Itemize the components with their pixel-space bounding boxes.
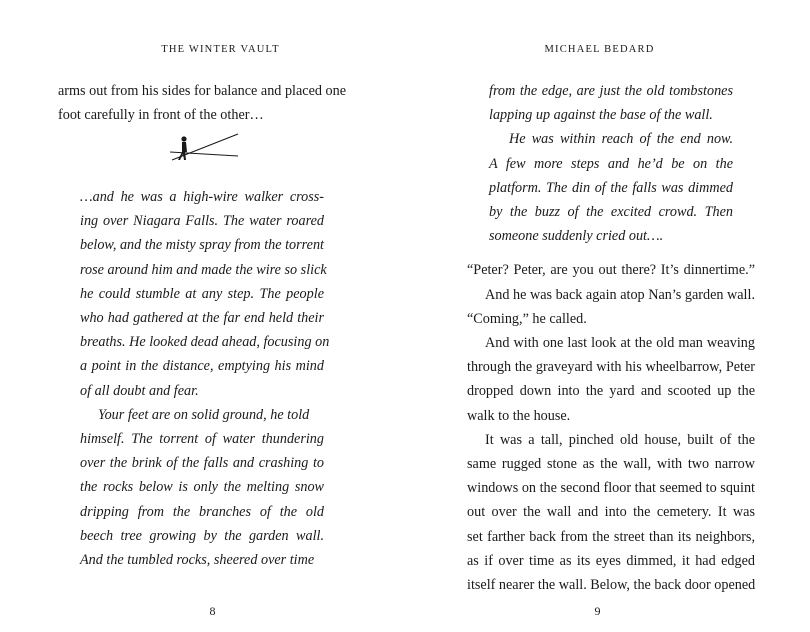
- text-line: beech tree growing by the garden wall.: [80, 527, 324, 544]
- running-head-right: MICHAEL BEDARD: [544, 44, 655, 55]
- page-number-left: 8: [209, 604, 216, 618]
- text-line: he could stumble at any step. The people: [80, 285, 324, 302]
- running-head-left: THE WINTER VAULT: [161, 44, 280, 55]
- text-line: set farther back from the street than its neighbors,: [467, 528, 755, 545]
- text-line: walk to the house.: [467, 407, 571, 424]
- text-line: And with one last look at the old man weaving: [485, 335, 755, 351]
- text-line: ing over Niagara Falls. The water roared: [80, 213, 324, 230]
- text-line: by the buzz of the excited crowd. Then: [489, 204, 733, 220]
- text-line: arms out from his sides for balance and placed one: [58, 83, 346, 99]
- text-line: the rocks below is only the melting snow: [80, 479, 324, 496]
- text-line: breaths. He looked dead ahead, focusing on: [80, 334, 330, 351]
- text-line: He was within reach of the end now.: [509, 131, 733, 148]
- text-line: a point in the distance, emptying his mind: [80, 358, 324, 375]
- text-line: …and he was a high-wire walker cross-: [80, 189, 324, 205]
- text-line: “Coming,” he called.: [467, 310, 587, 327]
- text-line: lapping up against the base of the wall.: [489, 107, 713, 124]
- text-line: rose around him and made the wire so slick: [80, 261, 327, 278]
- text-line: who had gathered at the far end held their: [80, 310, 324, 326]
- text-line: itself nearer the wall. Below, the back door opened: [467, 577, 756, 593]
- text-line: out over the wall and into the cemetery. It was: [467, 504, 755, 521]
- text-line: foot carefully in front of the other…: [58, 107, 264, 123]
- text-line: through the graveyard with his wheelbarrow, Peter: [467, 359, 755, 376]
- text-line: And he was back again atop Nan’s garden wall.: [485, 286, 755, 303]
- text-line: over the brink of the falls and crashing to: [80, 455, 324, 472]
- text-line: A few more steps and he’d be on the: [489, 155, 733, 172]
- text-line: of all doubt and fear.: [80, 382, 199, 399]
- text-line: from the edge, are just the old tombstones: [489, 83, 733, 99]
- text-line: same rugged stone as the wall, with two narrow: [467, 456, 755, 472]
- text-line: below, and the misty spray from the torrent: [80, 237, 324, 254]
- text-line: dropped down into the yard and scooted up the: [467, 383, 755, 400]
- tightrope-walker-icon: [168, 132, 240, 172]
- text-line: “Peter? Peter, are you out there? It’s dinnertime.”: [467, 262, 755, 279]
- text-line: as if over time as its eyes dimmed, it had edged: [467, 552, 755, 569]
- text-line: himself. The torrent of water thundering: [80, 431, 324, 447]
- text-line: Your feet are on solid ground, he told: [98, 406, 310, 423]
- text-line: windows on the second floor that seemed to squint: [467, 480, 755, 497]
- text-line: And the tumbled rocks, sheered over time: [80, 552, 315, 568]
- text-line: It was a tall, pinched old house, built of the: [485, 431, 755, 448]
- text-line: someone suddenly cried out….: [489, 228, 664, 245]
- page-number-right: 9: [594, 604, 601, 618]
- text-line: platform. The din of the falls was dimmed: [489, 179, 733, 196]
- text-line: dripping from the branches of the old: [80, 503, 324, 520]
- right-page: [405, 0, 810, 632]
